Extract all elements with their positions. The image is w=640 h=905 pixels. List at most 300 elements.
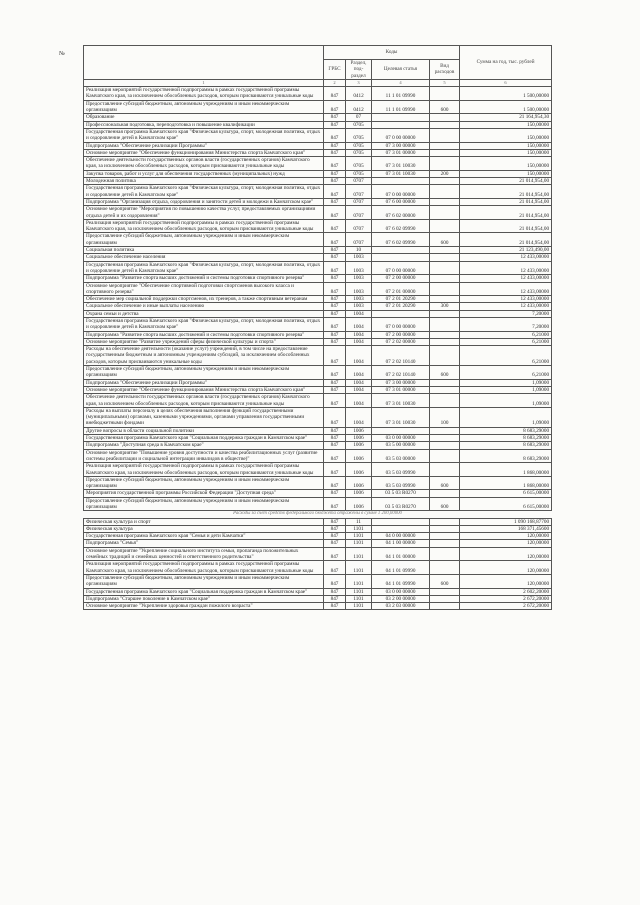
table-row <box>84 547 552 561</box>
row-sum: 21 014,954,00 <box>460 233 552 247</box>
row-name: Обеспечение деятельности государственных органов власти (государственных органов) Камчатского края, за исключением обособленных расходов, которым присваиваются уникальные коды <box>84 394 324 408</box>
table-row <box>84 427 552 434</box>
col-sum-header: Сумма на год, тыс. рублей <box>460 46 552 80</box>
row-name: Обеспечение деятельности государственных органов власти (государственных органов) Камчатского края, за исключением обособленных расходов, которым присваиваются уникальные коды <box>84 157 324 171</box>
row-sum: 12 433,00000 <box>460 282 552 296</box>
row-name: Предоставление субсидий бюджетным, автономным учреждениям и иным некоммерческим организациям <box>84 100 324 114</box>
row-grbs: 847 <box>324 87 346 101</box>
row-grbs: 847 <box>324 525 346 532</box>
row-name: Государственная программа Камчатского края "Физическая культура, спорт, молодежная политика, отдых и оздоровление детей в Камчатском крае" <box>84 317 324 331</box>
row-sum: 120,00000 <box>460 561 552 575</box>
row-csr: 03 0 00 00000 <box>372 435 430 442</box>
row-vr <box>430 114 460 121</box>
row-name: Предоставление субсидий бюджетным, автономным учреждениям и иным некоммерческим организациям <box>84 574 324 588</box>
row-csr: 07 6 02 09990 <box>372 219 430 233</box>
row-razdel: 0705 <box>346 170 372 177</box>
row-vr <box>430 275 460 282</box>
row-sum: 12 433,00000 <box>460 254 552 261</box>
row-vr <box>430 379 460 386</box>
row-grbs: 847 <box>324 233 346 247</box>
row-grbs: 847 <box>324 261 346 275</box>
row-sum: 1 500,00000 <box>460 100 552 114</box>
row-vr <box>430 128 460 142</box>
row-csr: 04 0 00 00000 <box>372 533 430 540</box>
row-csr: 03 5 03 00000 <box>372 449 430 463</box>
row-razdel: 1003 <box>346 261 372 275</box>
table-row <box>84 170 552 177</box>
col-vr-header: Вид расходов <box>430 60 460 80</box>
row-grbs: 847 <box>324 533 346 540</box>
row-name: Социальная политика <box>84 247 324 254</box>
row-vr <box>430 346 460 366</box>
col-index: 6 <box>460 79 552 86</box>
table-row <box>84 497 552 511</box>
table-row <box>84 178 552 185</box>
col-csr-header: Целевая статья <box>372 60 430 80</box>
row-name: Основное мероприятие "Мероприятия по повышению качества услуг, предоставляемых организациями отдыха детей и их оздоровления" <box>84 206 324 220</box>
row-grbs: 847 <box>324 588 346 595</box>
row-vr <box>430 463 460 477</box>
row-grbs: 847 <box>324 303 346 310</box>
row-razdel: 0707 <box>346 198 372 205</box>
row-csr: 07 2 00 00000 <box>372 275 430 282</box>
row-razdel: 1003 <box>346 282 372 296</box>
row-csr: 03 5 03 09990 <box>372 463 430 477</box>
row-vr <box>430 595 460 602</box>
row-razdel: 11 <box>346 518 372 525</box>
table-row <box>84 317 552 331</box>
row-vr: 600 <box>430 497 460 511</box>
row-vr <box>430 561 460 575</box>
row-vr <box>430 588 460 595</box>
row-sum: 150,00000 <box>460 128 552 142</box>
row-name: Физическая культура <box>84 525 324 532</box>
row-grbs: 847 <box>324 142 346 149</box>
table-row <box>84 275 552 282</box>
row-csr: 03 5 03 09990 <box>372 476 430 490</box>
table-row <box>84 394 552 408</box>
row-name: Подпрограмма "Семья" <box>84 540 324 547</box>
row-name: Государственная программа Камчатского края "Физическая культура, спорт, молодежная политика, отдых и оздоровление детей в Камчатском крае" <box>84 261 324 275</box>
budget-table <box>83 45 552 610</box>
row-csr: 04 1 01 09990 <box>372 574 430 588</box>
row-vr: 200 <box>430 170 460 177</box>
row-sum: 6,21000 <box>460 346 552 366</box>
table-row <box>84 386 552 393</box>
row-sum: 7,20000 <box>460 317 552 331</box>
row-sum: 12 433,00000 <box>460 296 552 303</box>
table-row <box>84 525 552 532</box>
row-razdel: 0707 <box>346 178 372 185</box>
row-name: Расходы на выплаты персоналу в целях обеспечения выполнения функций государственными (муниципальными) органами, казенными учреждениями, органами управления государственными внебюджетными фондами <box>84 407 324 427</box>
row-csr: 07 3 01 10030 <box>372 407 430 427</box>
row-vr <box>430 157 460 171</box>
row-csr: 07 2 02 10140 <box>372 346 430 366</box>
row-grbs: 847 <box>324 254 346 261</box>
row-grbs: 847 <box>324 595 346 602</box>
row-razdel: 1101 <box>346 603 372 610</box>
row-name: Предоставление субсидий бюджетным, автономным учреждениям и иным некоммерческим организациям <box>84 476 324 490</box>
row-sum: 12 433,00000 <box>460 261 552 275</box>
col-group-header: Коды <box>324 46 460 60</box>
col-name-header <box>84 46 324 80</box>
row-csr <box>372 518 430 525</box>
table-row <box>84 128 552 142</box>
row-vr <box>430 540 460 547</box>
table-row <box>84 463 552 477</box>
table-row <box>84 310 552 317</box>
row-sum: 1,09000 <box>460 386 552 393</box>
table-row <box>84 442 552 449</box>
row-vr <box>430 518 460 525</box>
row-grbs: 847 <box>324 574 346 588</box>
row-razdel: 1004 <box>346 366 372 380</box>
row-razdel: 1003 <box>346 275 372 282</box>
row-grbs: 847 <box>324 497 346 511</box>
row-name: Физическая культура и спорт <box>84 518 324 525</box>
table-row <box>84 449 552 463</box>
row-sum: 2 602,20000 <box>460 588 552 595</box>
row-csr: 07 0 00 00000 <box>372 128 430 142</box>
row-grbs: 847 <box>324 561 346 575</box>
row-csr: 04 1 01 00000 <box>372 547 430 561</box>
row-vr <box>430 261 460 275</box>
row-sum: 21 123,490,00 <box>460 247 552 254</box>
row-sum: 1 090 168,87700 <box>460 518 552 525</box>
row-csr: 03 5 03 R0270 <box>372 497 430 511</box>
row-name: Подпрограмма "Старшее поколение в Камчатском крае" <box>84 595 324 602</box>
table-row <box>84 233 552 247</box>
table-row <box>84 561 552 575</box>
row-grbs: 847 <box>324 346 346 366</box>
row-sum: 1 868,00000 <box>460 463 552 477</box>
row-sum: 12 433,00000 <box>460 303 552 310</box>
row-csr <box>372 121 430 128</box>
row-sum: 150,00000 <box>460 121 552 128</box>
row-sum: 1 868,00000 <box>460 476 552 490</box>
col-index: 1 <box>84 79 324 86</box>
col-razdel-header: Раздел, под- раздел <box>346 60 372 80</box>
row-name: Подпрограмма "Развитие спорта высших достижений и системы подготовки спортивного резерва" <box>84 275 324 282</box>
row-razdel: 1101 <box>346 561 372 575</box>
row-grbs: 847 <box>324 114 346 121</box>
table-row <box>84 254 552 261</box>
row-grbs: 847 <box>324 442 346 449</box>
table-row <box>84 114 552 121</box>
table-row <box>84 247 552 254</box>
row-csr <box>372 254 430 261</box>
row-vr <box>430 331 460 338</box>
row-grbs: 847 <box>324 427 346 434</box>
row-csr: 04 1 00 00000 <box>372 540 430 547</box>
row-csr: 07 2 02 10140 <box>372 366 430 380</box>
row-vr: 600 <box>430 366 460 380</box>
row-name: Государственная программа Камчатского края "Социальная поддержка граждан в Камчатском крае" <box>84 435 324 442</box>
col-index: 4 <box>372 79 430 86</box>
row-vr <box>430 254 460 261</box>
row-razdel: 07 <box>346 114 372 121</box>
row-csr: 07 2 02 00000 <box>372 338 430 345</box>
row-razdel: 1101 <box>346 574 372 588</box>
table-row <box>84 476 552 490</box>
row-vr: 600 <box>430 574 460 588</box>
row-vr: 300 <box>430 303 460 310</box>
table-row <box>84 338 552 345</box>
row-razdel: 1006 <box>346 463 372 477</box>
row-sum: 6,21000 <box>460 331 552 338</box>
row-sum: 12 433,00000 <box>460 275 552 282</box>
table-row <box>84 595 552 602</box>
row-csr: 07 3 00 00000 <box>372 142 430 149</box>
table-row <box>84 303 552 310</box>
row-sum: 1,09000 <box>460 379 552 386</box>
row-csr: 07 3 01 10030 <box>372 170 430 177</box>
row-csr: 04 1 01 09990 <box>372 561 430 575</box>
row-csr: 07 2 00 00000 <box>372 331 430 338</box>
row-vr <box>430 547 460 561</box>
row-name: Мероприятия государственной программы Российской Федерации "Доступная среда" <box>84 490 324 497</box>
row-csr: 07 0 00 00000 <box>372 317 430 331</box>
row-csr: 11 1 01 09990 <box>372 87 430 101</box>
table-row <box>84 490 552 497</box>
row-vr <box>430 310 460 317</box>
row-grbs: 847 <box>324 386 346 393</box>
row-razdel: 0707 <box>346 206 372 220</box>
row-razdel: 0705 <box>346 149 372 156</box>
row-grbs: 847 <box>324 185 346 199</box>
row-vr <box>430 533 460 540</box>
row-razdel: 1003 <box>346 254 372 261</box>
row-grbs: 847 <box>324 296 346 303</box>
row-vr <box>430 149 460 156</box>
row-vr <box>430 338 460 345</box>
row-name: Основное мероприятие "Обеспечение функционирования Министерства спорта Камчатского края" <box>84 386 324 393</box>
row-name: Подпрограмма "Обеспечение реализации Программы" <box>84 379 324 386</box>
table-row <box>84 366 552 380</box>
row-csr: 07 2 01 00000 <box>372 282 430 296</box>
table-row <box>84 407 552 427</box>
row-razdel: 1101 <box>346 525 372 532</box>
row-razdel: 1101 <box>346 540 372 547</box>
row-vr <box>430 525 460 532</box>
row-razdel: 1004 <box>346 310 372 317</box>
row-name: Профессиональная подготовка, переподготовка и повышение квалификации <box>84 121 324 128</box>
row-grbs: 847 <box>324 603 346 610</box>
row-sum: 8 683,29000 <box>460 442 552 449</box>
row-csr <box>372 525 430 532</box>
row-name: Подпрограмма "Обеспечение реализации Программы" <box>84 142 324 149</box>
row-sum: 21 014,954,00 <box>460 219 552 233</box>
row-razdel: 1006 <box>346 442 372 449</box>
row-sum: 120,00000 <box>460 533 552 540</box>
row-razdel: 1006 <box>346 490 372 497</box>
row-sum: 6,21000 <box>460 338 552 345</box>
row-sum: 150,00000 <box>460 157 552 171</box>
row-grbs: 847 <box>324 121 346 128</box>
row-name: Реализация мероприятий государственной подпрограммы в рамках государственной программы Камчатского края, за исключением обособленных расходов, которым присваиваются уникальные коды <box>84 87 324 101</box>
row-vr <box>430 296 460 303</box>
row-name: Основное мероприятие "Развитие учреждений сферы физической культуры и спорта" <box>84 338 324 345</box>
row-vr <box>430 317 460 331</box>
row-vr <box>430 185 460 199</box>
table-row <box>84 574 552 588</box>
row-vr <box>430 87 460 101</box>
row-vr <box>430 386 460 393</box>
row-razdel: 1101 <box>346 533 372 540</box>
table-note-row <box>84 511 552 518</box>
row-sum: 8 683,29000 <box>460 435 552 442</box>
row-razdel: 1101 <box>346 547 372 561</box>
row-name: Закупка товаров, работ и услуг для обеспечения государственных (муниципальных) нужд <box>84 170 324 177</box>
row-vr <box>430 435 460 442</box>
row-grbs: 847 <box>324 149 346 156</box>
row-razdel: 1006 <box>346 476 372 490</box>
col-index: 5 <box>430 79 460 86</box>
row-sum: 1,09000 <box>460 407 552 427</box>
row-name: Основное мероприятие "Обеспечение функционирования Министерства спорта Камчатского края" <box>84 149 324 156</box>
row-name: Социальное обеспечение и иные выплаты населению <box>84 303 324 310</box>
row-sum: 168 371,45600 <box>460 525 552 532</box>
row-name: Основное мероприятие "Укрепление социального института семьи, пропаганда положительных семейных традиций и семейных ценностей и ответственного родительства" <box>84 547 324 561</box>
row-vr <box>430 282 460 296</box>
row-grbs: 847 <box>324 540 346 547</box>
row-name: Подпрограмма "Доступная среда в Камчатском крае" <box>84 442 324 449</box>
col-index: 2 <box>324 79 346 86</box>
row-razdel: 1006 <box>346 497 372 511</box>
row-razdel: 1004 <box>346 317 372 331</box>
row-grbs: 847 <box>324 463 346 477</box>
row-csr <box>372 247 430 254</box>
row-name: Другие вопросы в области социальной политики <box>84 427 324 434</box>
row-grbs: 847 <box>324 518 346 525</box>
row-vr: 600 <box>430 476 460 490</box>
row-sum: 6,21000 <box>460 366 552 380</box>
row-csr: 07 2 01 20290 <box>372 303 430 310</box>
row-csr: 07 0 00 00000 <box>372 261 430 275</box>
row-sum: 6 615,00000 <box>460 490 552 497</box>
col-index: 3 <box>346 79 372 86</box>
row-vr <box>430 198 460 205</box>
row-razdel: 1006 <box>346 435 372 442</box>
row-vr <box>430 178 460 185</box>
row-grbs: 847 <box>324 310 346 317</box>
table-row <box>84 206 552 220</box>
row-csr <box>372 178 430 185</box>
row-razdel: 1101 <box>346 588 372 595</box>
row-sum: 21 164,954,30 <box>460 114 552 121</box>
row-grbs: 847 <box>324 317 346 331</box>
row-razdel: 1101 <box>346 595 372 602</box>
table-row <box>84 435 552 442</box>
row-grbs: 847 <box>324 379 346 386</box>
table-row <box>84 87 552 101</box>
row-grbs: 847 <box>324 178 346 185</box>
row-vr <box>430 121 460 128</box>
row-csr: 07 0 00 00000 <box>372 185 430 199</box>
row-grbs: 847 <box>324 490 346 497</box>
row-razdel: 0705 <box>346 157 372 171</box>
row-razdel: 0707 <box>346 219 372 233</box>
table-row <box>84 219 552 233</box>
row-sum: 120,00000 <box>460 540 552 547</box>
row-csr: 03 5 00 00000 <box>372 442 430 449</box>
row-grbs: 847 <box>324 338 346 345</box>
row-sum: 1 500,00000 <box>460 87 552 101</box>
row-name: Реализация мероприятий государственной подпрограммы в рамках государственной программы Камчатского края, за исключением обособленных расходов, которым присваиваются уникальные коды <box>84 219 324 233</box>
table-row <box>84 142 552 149</box>
row-name: Государственная программа Камчатского края "Социальная поддержка граждан в Камчатском крае" <box>84 588 324 595</box>
table-row <box>84 100 552 114</box>
row-sum: 8 683,29000 <box>460 449 552 463</box>
row-vr <box>430 142 460 149</box>
row-razdel: 1004 <box>346 379 372 386</box>
row-name: Основное мероприятие "Обеспечение спортивной подготовки спортсменов высокого класса и спортивного резерва" <box>84 282 324 296</box>
row-grbs: 847 <box>324 275 346 282</box>
row-name: Предоставление субсидий бюджетным, автономным учреждениям и иным некоммерческим организациям <box>84 497 324 511</box>
row-sum: 21 014,954,00 <box>460 178 552 185</box>
row-name: Государственная программа Камчатского края "Физическая культура, спорт, молодежная политика, отдых и оздоровление детей в Камчатском крае" <box>84 185 324 199</box>
row-grbs: 847 <box>324 219 346 233</box>
table-note: Расходы за счет средств федерального бюджета отражены в сумме 1 200,00000 <box>84 511 552 518</box>
row-razdel: 1003 <box>346 296 372 303</box>
row-razdel: 0412 <box>346 87 372 101</box>
row-name: Образование <box>84 114 324 121</box>
row-csr: 03 0 00 00000 <box>372 588 430 595</box>
row-csr: 07 3 00 00000 <box>372 379 430 386</box>
row-vr <box>430 394 460 408</box>
row-name: Охрана семьи и детства <box>84 310 324 317</box>
row-csr: 03 5 03 R0270 <box>372 490 430 497</box>
row-csr: 07 3 01 10030 <box>372 394 430 408</box>
row-razdel: 0707 <box>346 185 372 199</box>
row-razdel: 10 <box>346 247 372 254</box>
table-row <box>84 185 552 199</box>
row-sum: 6 615,00000 <box>460 497 552 511</box>
row-csr: 07 2 01 20290 <box>372 296 430 303</box>
row-name: Основное мероприятие "Повышение уровня доступности и качества реабилитационных услуг (развитие системы реабилитации и социальной интеграции инвалидов в обществе)" <box>84 449 324 463</box>
row-razdel: 0705 <box>346 121 372 128</box>
row-razdel: 0705 <box>346 128 372 142</box>
row-sum: 2 672,20000 <box>460 603 552 610</box>
row-sum: 8 683,29000 <box>460 427 552 434</box>
row-name: Расходы на обеспечение деятельности (оказание услуг) учреждений, в том числе на предоставление государственным бюджетным и автономным учреждениям субсидий, за исключением обособленных расходов, которым присваиваются уникальные коды <box>84 346 324 366</box>
table-row <box>84 540 552 547</box>
table-row <box>84 149 552 156</box>
row-sum: 21 014,954,00 <box>460 198 552 205</box>
table-row <box>84 603 552 610</box>
row-sum: 150,00000 <box>460 142 552 149</box>
table-row <box>84 346 552 366</box>
row-vr <box>430 603 460 610</box>
row-grbs: 847 <box>324 449 346 463</box>
row-vr <box>430 449 460 463</box>
row-csr: 07 3 01 10030 <box>372 157 430 171</box>
row-razdel: 1004 <box>346 407 372 427</box>
row-name: Подпрограмма "Развитие спорта высших достижений и системы подготовки спортивного резерва" <box>84 331 324 338</box>
row-name: Подпрограмма "Организация отдыха, оздоровления и занятости детей и молодежи в Камчатском крае" <box>84 198 324 205</box>
row-vr <box>430 219 460 233</box>
row-razdel: 1004 <box>346 346 372 366</box>
row-name: Предоставление субсидий бюджетным, автономным учреждениям и иным некоммерческим организациям <box>84 366 324 380</box>
row-csr <box>372 114 430 121</box>
row-razdel: 1004 <box>346 394 372 408</box>
row-name: Молодежная политика <box>84 178 324 185</box>
row-vr <box>430 490 460 497</box>
row-vr: 600 <box>430 233 460 247</box>
row-name: Реализация мероприятий государственной подпрограммы в рамках государственной программы Камчатского края, за исключением обособленных расходов, которым присваиваются уникальные коды <box>84 463 324 477</box>
table-row <box>84 198 552 205</box>
row-csr: 07 6 02 00000 <box>372 206 430 220</box>
